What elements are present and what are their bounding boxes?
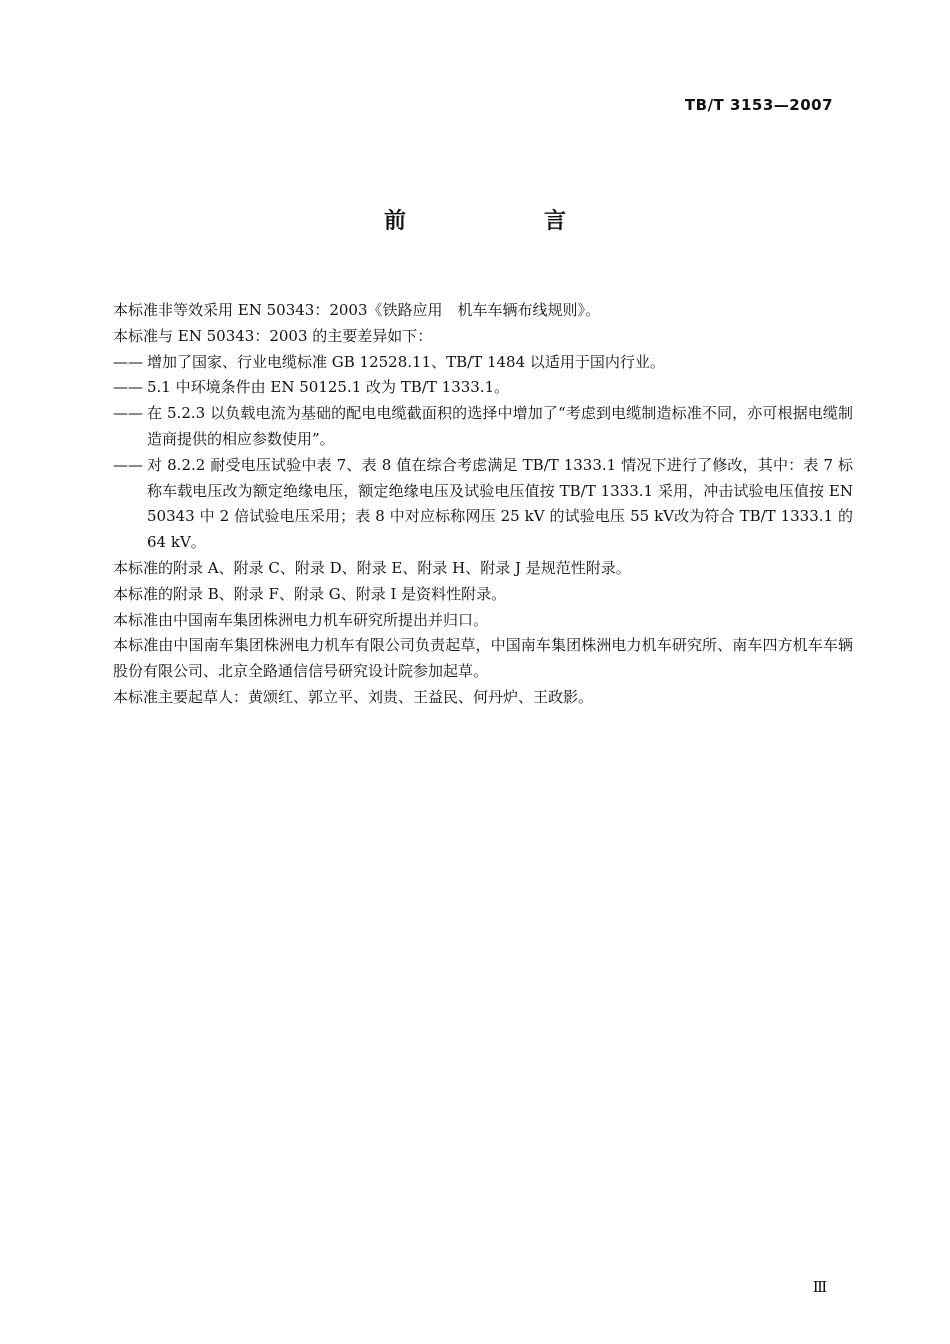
difference-text-2: 5.1 中环境条件由 EN 50125.1 改为 TB/T 1333.1。: [147, 378, 510, 397]
paragraph-informative-annexes: 本标准的附录 B、附录 F、附录 G、附录 I 是资料性附录。: [113, 584, 507, 603]
paragraph-drafting-units: 本标准由中国南车集团株洲电力机车有限公司负责起草，中国南车集团株洲电力机车研究所、南车四方机车车辆股份有限公司、北京全路通信信号研究设计院参加起草。: [113, 636, 853, 681]
dash-marker: ——: [113, 404, 143, 423]
difference-text-1: 增加了国家、行业电缆标准 GB 12528.11、TB/T 1484 以适用于国内行业。: [147, 352, 665, 371]
difference-item-1: [113, 350, 853, 376]
difference-item-4: [113, 453, 853, 556]
paragraph-differences-intro: 本标准与 EN 50343：2003 的主要差异如下：: [113, 326, 433, 345]
dash-marker: ——: [113, 378, 143, 397]
paragraph-adoption: 本标准非等效采用 EN 50343：2003《铁路应用 机车车辆布线规则》。: [113, 301, 601, 319]
paragraph-normative-annexes: 本标准的附录 A、附录 C、附录 D、附录 E、附录 H、附录 J 是规范性附录。: [113, 558, 631, 577]
difference-text-4: 对 8.2.2 耐受电压试验中表 7、表 8 值在综合考虑满足 TB/T 1333.1 情况下进行了修改，其中：表 7 标称车载电压改为额定绝缘电压，额定绝缘电压及试验电压值按 TB/T 1333.1 采用，冲击试验电压值按 EN 50343 中 2 倍试验电压采用；表 8 中对应标称网压 25 kV 的试验电压 55 kV改为符合 TB/T 1333.1 的 64 kV。: [147, 455, 853, 552]
dash-marker: ——: [113, 352, 143, 371]
difference-item-3: [113, 401, 853, 453]
paragraph-proposer: 本标准由中国南车集团株洲电力机车研究所提出并归口。: [113, 610, 489, 629]
preface-body: [113, 298, 853, 711]
dash-marker: ——: [113, 455, 143, 474]
difference-text-3: 在 5.2.3 以负载电流为基础的配电电缆截面积的选择中增加了“考虑到电缆制造标准不同，亦可根据电缆制造商提供的相应参数使用”。: [147, 404, 853, 448]
paragraph-drafters: 本标准主要起草人：黄颂红、郭立平、刘贵、王益民、何丹炉、王政影。: [113, 687, 594, 706]
page-title: 前 言: [383, 209, 624, 234]
page-number: Ⅲ: [812, 1278, 828, 1296]
difference-item-2: [113, 375, 853, 401]
standard-code: TB/T 3153—2007: [684, 96, 833, 114]
